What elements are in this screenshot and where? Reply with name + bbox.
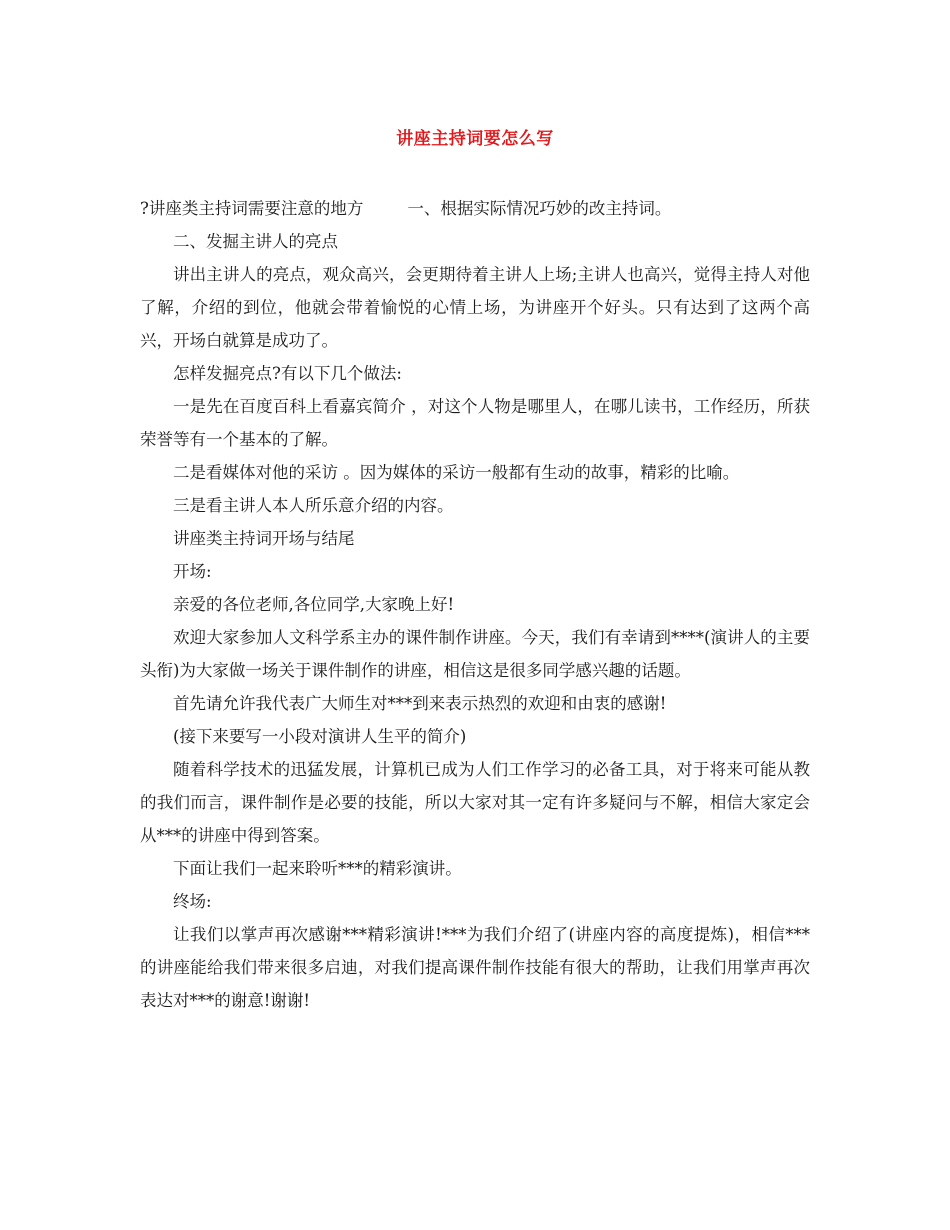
paragraph: 一是先在百度百科上看嘉宾简介 ，对这个人物是哪里人，在哪儿读书，工作经历，所获荣誉等有一个基本的了解。 bbox=[140, 397, 810, 449]
paragraph: 开场: bbox=[173, 562, 212, 581]
paragraph: 下面让我们一起来聆听***的精彩演讲。 bbox=[173, 859, 462, 878]
paragraph: 讲出主讲人的亮点，观众高兴，会更期待着主讲人上场;主讲人也高兴，觉得主持人对他了解，介绍的到位，他就会带着愉悦的心情上场，为讲座开个好头。只有达到了这两个高兴，开场白就算是成功了。 bbox=[140, 265, 810, 350]
paragraph: 三是看主讲人本人所乐意介绍的内容。 bbox=[173, 496, 454, 515]
paragraph: 二是看媒体对他的采访 。因为媒体的采访一般都有生动的故事，精彩的比喻。 bbox=[173, 463, 740, 482]
paragraph-intro bbox=[140, 192, 810, 225]
document-title: 讲座主持词要怎么写 bbox=[396, 129, 554, 149]
section-heading: 讲座类主持词开场与结尾 bbox=[173, 529, 355, 548]
paragraph: 首先请允许我代表广大师生对***到来表示热烈的欢迎和由衷的感谢! bbox=[173, 694, 667, 713]
intro-right-text: 一、根据实际情况巧妙的改主持词。 bbox=[407, 199, 672, 218]
intro-left-text: ?讲座类主持词需要注意的地方 bbox=[140, 199, 364, 218]
paragraph: (接下来要写一小段对演讲人生平的简介) bbox=[173, 727, 467, 746]
paragraph: 二、发掘主讲人的亮点 bbox=[173, 232, 338, 251]
paragraph: 终场: bbox=[173, 892, 212, 911]
paragraph: 随着科学技术的迅猛发展，计算机已成为人们工作学习的必备工具，对于将来可能从教的我们而言，课件制作是必要的技能，所以大家对其一定有许多疑问与不解，相信大家定会从***的讲座中得到答案。 bbox=[140, 760, 810, 845]
paragraph: 怎样发掘亮点?有以下几个做法: bbox=[173, 364, 402, 383]
paragraph: 欢迎大家参加人文科学系主办的课件制作讲座。今天，我们有幸请到****(演讲人的主要头衔)为大家做一场关于课件制作的讲座，相信这是很多同学感兴趣的话题。 bbox=[140, 628, 810, 680]
document-body bbox=[140, 192, 810, 1017]
paragraph: 让我们以掌声再次感谢***精彩演讲!***为我们介绍了(讲座内容的高度提炼)，相信***的讲座能给我们带来很多启迪，对我们提高课件制作技能有很大的帮助，让我们用掌声再次表达对***的谢意!谢谢! bbox=[140, 925, 810, 1010]
paragraph: 亲爱的各位老师,各位同学,大家晚上好! bbox=[173, 595, 455, 614]
